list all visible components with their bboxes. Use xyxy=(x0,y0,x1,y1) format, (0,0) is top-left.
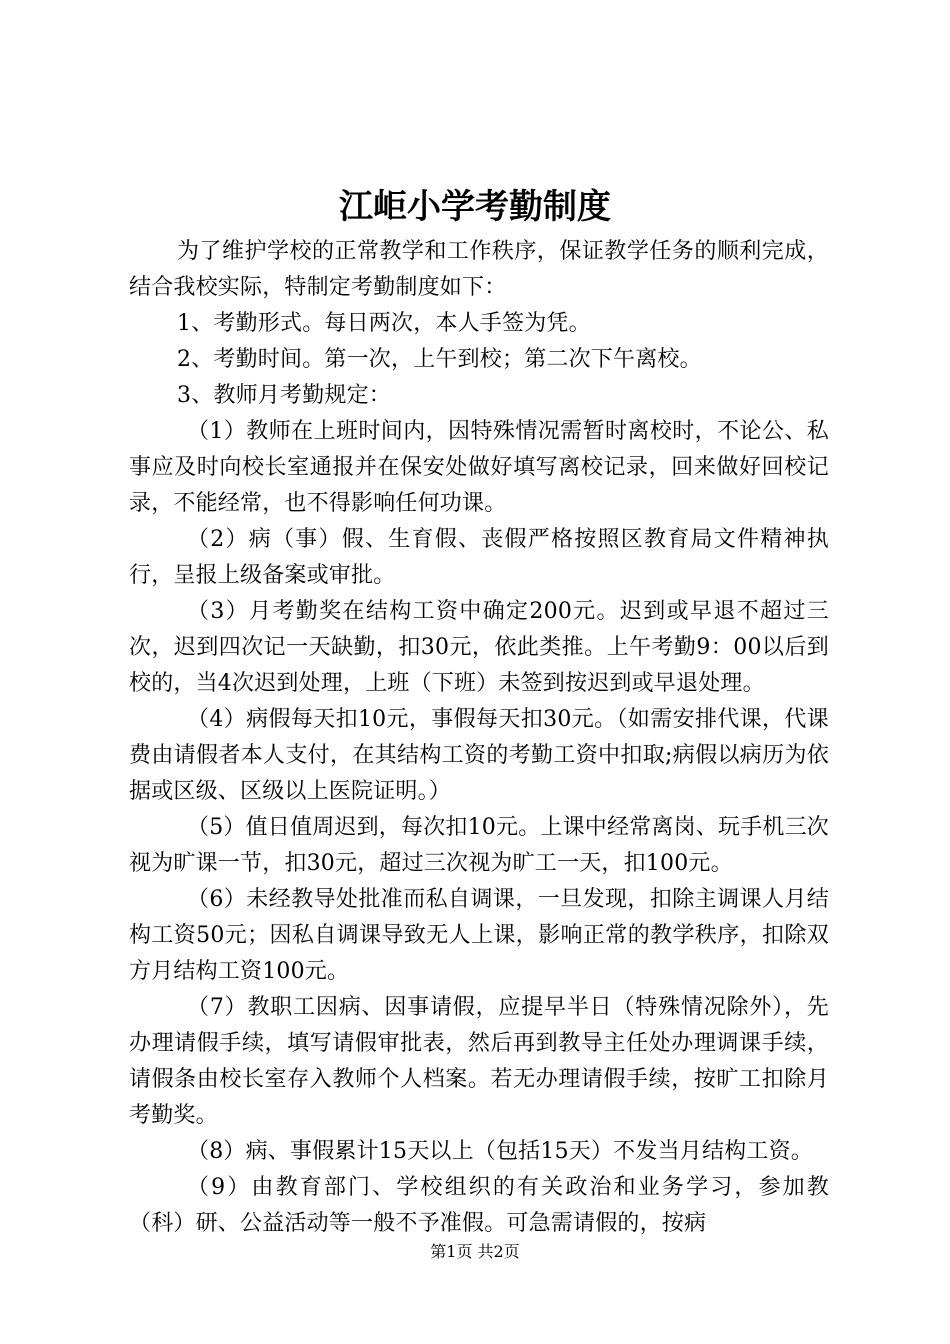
paragraph-rule-2: （2）病（事）假、生育假、丧假严格按照区教育局文件精神执行，呈报上级备案或审批。 xyxy=(129,527,829,588)
paragraph-rule-9: （9）由教育部门、学校组织的有关政治和业务学习，参加教（科）研、公益活动等一般不予准假。可急需请假的，按病 xyxy=(129,1175,829,1236)
document-title: 江岠小学考勤制度 xyxy=(339,187,611,227)
paragraph-rule-4: （4）病假每天扣10元，事假每天扣30元。（如需安排代课，代课费由请假者本人支付，在其结构工资的考勤工资中扣取;病假以病历为依据或区级、区级以上医院证明。） xyxy=(129,707,829,804)
paragraph-rule-5: （5）值日值周迟到，每次扣10元。上课中经常离岗、玩手机三次视为旷课一节，扣30元，超过三次视为旷工一天，扣100元。 xyxy=(129,815,829,876)
page-number-footer: 第1页 共2页 xyxy=(430,1242,520,1261)
paragraph-rule-6: （6）未经教导处批准而私自调课，一旦发现，扣除主调课人月结构工资50元；因私自调课导致无人上课，影响正常的教学秩序，扣除双方月结构工资100元。 xyxy=(129,887,829,984)
paragraph-item-3: 3、教师月考勤规定： xyxy=(177,383,391,408)
paragraph-intro: 为了维护学校的正常教学和工作秩序，保证教学任务的顺利完成，结合我校实际，特制定考勤制度如下： xyxy=(129,239,829,300)
paragraph-rule-3: （3）月考勤奖在结构工资中确定200元。迟到或早退不超过三次，迟到四次记一天缺勤，扣30元，依此类推。上午考勤9：00以后到校的，当4次迟到处理，上班（下班）未签到按迟到或早退处理。 xyxy=(129,599,829,696)
document-body xyxy=(129,234,829,1242)
paragraph-item-1: 1、考勤形式。每日两次，本人手签为凭。 xyxy=(177,311,591,336)
paragraph-rule-8: （8）病、事假累计15天以上（包括15天）不发当月结构工资。 xyxy=(187,1139,813,1164)
paragraph-rule-7: （7）教职工因病、因事请假，应提早半日（特殊情况除外），先办理请假手续，填写请假审批表，然后再到教导主任处办理调课手续，请假条由校长室存入教师个人档案。若无办理请假手续，按旷工扣除月考勤奖。 xyxy=(129,995,829,1128)
paragraph-rule-1: （1）教师在上班时间内，因特殊情况需暂时离校时，不论公、私事应及时向校长室通报并在保安处做好填写离校记录，回来做好回校记录，不能经常，也不得影响任何功课。 xyxy=(129,419,829,516)
paragraph-item-2: 2、考勤时间。第一次，上午到校；第二次下午离校。 xyxy=(177,347,702,372)
